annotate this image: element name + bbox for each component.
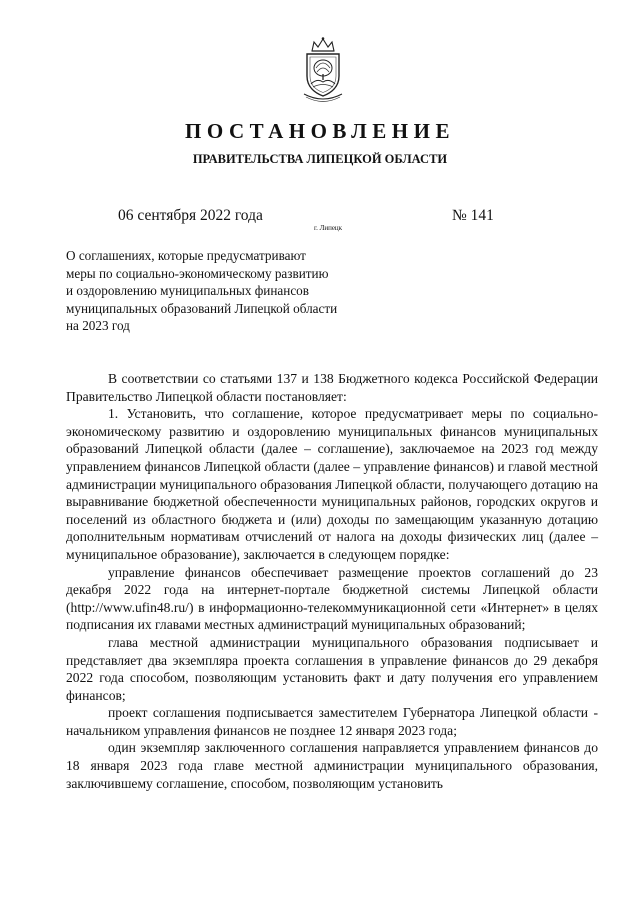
- body-paragraph: проект соглашения подписывается заместителем Губернатора Липецкой области - начальником управления финансов не позднее 12 января 2023 года;: [66, 705, 598, 738]
- document-subject: [66, 247, 406, 335]
- issuing-authority: ПРАВИТЕЛЬСТВА ЛИПЕЦКОЙ ОБЛАСТИ: [192, 152, 448, 166]
- document-date: 06 сентября 2022 года: [118, 207, 263, 224]
- document-city: г. Липецк: [314, 224, 343, 232]
- lipetsk-coat-of-arms-icon: [300, 36, 346, 102]
- body-paragraph: В соответствии со статьями 137 и 138 Бюджетного кодекса Российской Федерации Правительство Липецкой области постановляет:: [66, 371, 598, 404]
- subject-line: на 2023 год: [66, 318, 130, 334]
- body-paragraph: один экземпляр заключенного соглашения направляется управлением финансов до 18 января 2023 года главе местной администрации муниципального образования, заключившему соглашение, способом, позволяющим установить: [66, 740, 598, 791]
- body-paragraph: управление финансов обеспечивает размещение проектов соглашений до 23 декабря 2022 года на интернет-портале бюджетной системы Липецкой области (http://www.ufin48.ru/) в информационно-телекоммуникационной сети «Интернет» в целях подписания их главами местных администраций муниципальных образований;: [66, 564, 598, 633]
- subject-line: меры по социально-экономическому развитию: [66, 265, 329, 281]
- body-paragraph: глава местной администрации муниципального образования подписывает и представляет два экземпляра проекта соглашения в управление финансов до 29 декабря 2022 года способом, позволяющим установить факт и дату получения его управлением финансов;: [66, 634, 598, 703]
- subject-line: муниципальных образований Липецкой области: [66, 300, 338, 316]
- document-title: ПОСТАНОВЛЕНИЕ: [185, 119, 455, 143]
- document-number: № 141: [452, 207, 494, 224]
- subject-line: и оздоровлению муниципальных финансов: [66, 283, 310, 299]
- subject-line: О соглашениях, которые предусматривают: [66, 248, 306, 263]
- document-body: [66, 370, 598, 792]
- body-paragraph: 1. Установить, что соглашение, которое предусматривает меры по социально-экономическому развитию и оздоровлению муниципальных финансов муниципальных образований Липецкой области (далее – соглашение), заключаемое на 2023 год между управлением финансов Липецкой области (далее – управление финансов) и главой местной администрации муниципального образования Липецкой области, получающего дотацию на выравнивание бюджетной обеспеченности муниципальных районов, городских округов и поселений из областного бюджета и (или) доходы по замещающим указанную дотацию дополнительным нормативам отчислений от налога на доходы физических лиц (далее – муниципальное образование), заключается в следующем порядке:: [66, 406, 598, 562]
